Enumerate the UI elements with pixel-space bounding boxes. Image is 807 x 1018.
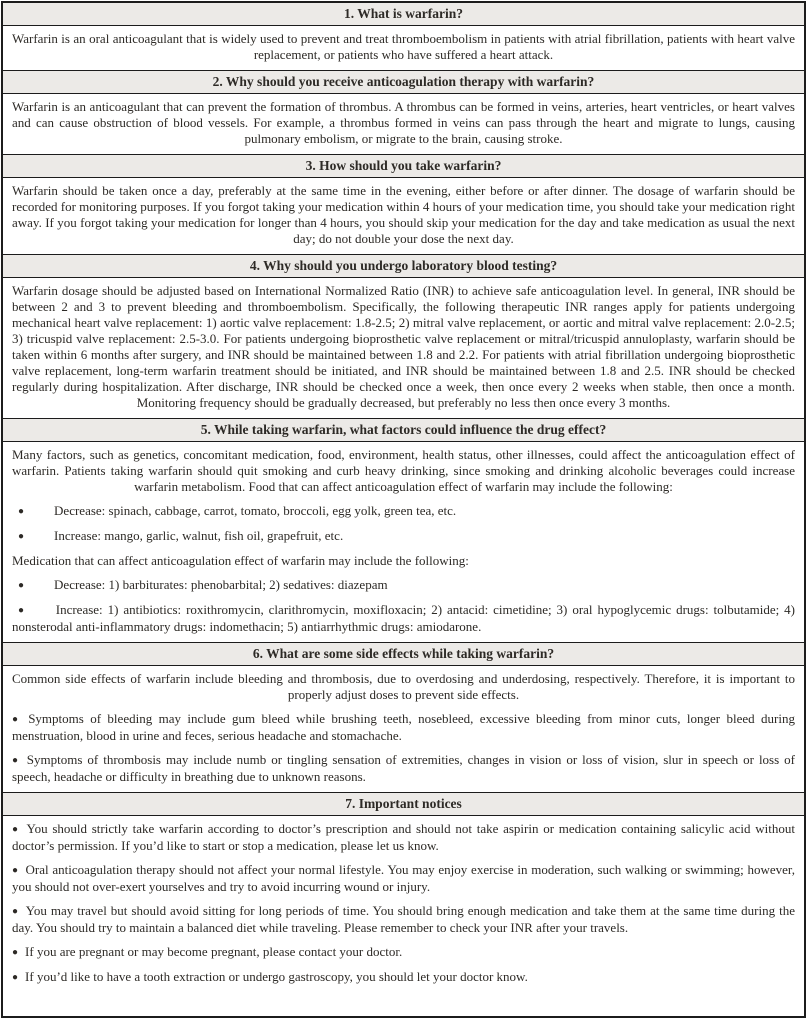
section-4-body	[3, 278, 804, 419]
section-4	[3, 255, 804, 419]
bullet-text: Symptoms of bleeding may include gum bleed while brushing teeth, nosebleed, excessive bleeding from minor cuts, longer bleed during menstruation, blood in urine and feces, serious headache and stomachache.	[12, 711, 795, 743]
bullet-text: You may travel but should avoid sitting for long periods of time. You should bring enough medication and take them at the same time during the day. You should try to maintain a balanced diet while traveling. Please remember to check your INR after your travels.	[12, 903, 795, 935]
bullet-text: If you’d like to have a tooth extraction or undergo gastroscopy, you should let your doctor know.	[25, 969, 528, 984]
paragraph: Many factors, such as genetics, concomitant medication, food, environment, health status, other illnesses, could affect the anticoagulation effect of warfarin. Patients taking warfarin should quit smoking and curb heavy drinking, since smoking and drinking alcoholic beverages could increase warfarin metabolism. Food that can affect anticoagulation effect of warfarin may include the following:	[12, 447, 795, 494]
section-1-title: 1. What is warfarin?	[3, 3, 804, 26]
bullet-text: Increase: 1) antibiotics: roxithromycin, clarithromycin, moxifloxacin; 2) antacid: cimetidine; 3) oral hypoglycemic drugs: tolbutamide; 4) nonsterodal anti-inflammatory drugs: indomethacin; 5) antiarrhythmic drugs: amiodarone.	[12, 602, 795, 634]
bullet-item	[12, 528, 795, 545]
bullet-icon: ●	[12, 865, 19, 876]
bullet-item	[12, 503, 795, 520]
section-3-title: 3. How should you take warfarin?	[3, 155, 804, 178]
section-7-title: 7. Important notices	[3, 793, 804, 816]
section-2-body	[3, 94, 804, 155]
section-4-title: 4. Why should you undergo laboratory blood testing?	[3, 255, 804, 278]
paragraph: Common side effects of warfarin include bleeding and thrombosis, due to overdosing and underdosing, respectively. Therefore, it is important to properly adjust doses to prevent side effects.	[12, 671, 795, 702]
paragraph: Warfarin is an anticoagulant that can prevent the formation of thrombus. A thrombus can be formed in veins, arteries, heart ventricles, or heart valves and can cause obstruction of blood vessels. For example, a thrombus formed in veins can pass through the heart and migrate to lungs, causing pulmonary embolism, or migrate to the brain, causing stroke.	[12, 99, 795, 146]
bullet-text: Increase: mango, garlic, walnut, fish oil, grapefruit, etc.	[54, 528, 344, 543]
section-7	[3, 793, 804, 1016]
section-1	[3, 3, 804, 71]
bullet-item	[12, 969, 795, 986]
section-2	[3, 71, 804, 155]
section-6-body	[3, 666, 804, 793]
bullet-item	[12, 752, 795, 785]
paragraph: Warfarin is an oral anticoagulant that is widely used to prevent and treat thromboembolism in patients with atrial fibrillation, patients with heart valve replacement, or patients who have suffered a heart attack.	[12, 31, 795, 62]
bullet-item	[12, 602, 795, 635]
bullet-text: Decrease: spinach, cabbage, carrot, tomato, broccoli, egg yolk, green tea, etc.	[54, 503, 457, 518]
paragraph: Warfarin dosage should be adjusted based on International Normalized Ratio (INR) to achieve safe anticoagulation level. In general, INR should be between 2 and 3 to prevent bleeding and thromboembolism. Specifically, the following therapeutic INR ranges apply for patients undergoing mechanical heart valve replacement: 1) aortic valve replacement: 1.8-2.5; 2) mitral valve replacement, or aortic and mitral valve replacement: 2.0-2.5; 3) tricuspid valve replacement: 2.5-3.0. For patients undergoing bioprosthetic valve replacement or mitral/tricuspid annuloplasty, warfarin should be taken within 6 months after surgery, and INR should be maintained between 1.8 and 2.2. For patients with atrial fibrillation undergoing bioprosthetic valve replacement, long-term warfarin treatment should be initiated, and INR should be maintained between 1.8 and 2.5. INR should be checked regularly during hospitalization. After discharge, INR should be checked once a week, then once every 2 weeks when stable, then once a month. Monitoring frequency should be gradually decreased, but preferably no less then once every 3 months.	[12, 283, 795, 410]
section-5-body	[3, 442, 804, 643]
section-2-title: 2. Why should you receive anticoagulation therapy with warfarin?	[3, 71, 804, 94]
bullet-icon: ●	[12, 947, 19, 958]
section-7-body	[3, 816, 804, 1016]
section-3	[3, 155, 804, 255]
section-6-title: 6. What are some side effects while taking warfarin?	[3, 643, 804, 666]
bullet-text: You should strictly take warfarin according to doctor’s prescription and should not take aspirin or medication containing salicylic acid without doctor’s permission. If you’d like to start or stop a medication, please let us know.	[12, 821, 795, 853]
bullet-item	[12, 862, 795, 895]
bullet-item	[12, 903, 795, 936]
bullet-text: Oral anticoagulation therapy should not affect your normal lifestyle. You may enjoy exercise in moderation, such walking or swimming; however, you should not over-exert yourselves and try to avoid incurring wound or injury.	[12, 862, 795, 894]
section-6	[3, 643, 804, 793]
bullet-icon: ●	[12, 714, 22, 725]
bullet-item	[12, 711, 795, 744]
bullet-icon: ●	[18, 605, 26, 616]
bullet-text: Decrease: 1) barbiturates: phenobarbital; 2) sedatives: diazepam	[54, 577, 388, 592]
bullet-icon: ●	[18, 531, 25, 542]
bullet-item	[12, 821, 795, 854]
bullet-text: If you are pregnant or may become pregnant, please contact your doctor.	[25, 944, 403, 959]
bullet-icon: ●	[12, 906, 19, 917]
bullet-item	[12, 577, 795, 594]
bullet-text: Symptoms of thrombosis may include numb or tingling sensation of extremities, changes in vision or loss of vision, slur in speech or loss of speech, headache or difficulty in breathing due to unknown reasons.	[12, 752, 795, 784]
bullet-icon: ●	[18, 506, 25, 517]
bullet-icon: ●	[18, 580, 25, 591]
bullet-icon: ●	[12, 755, 20, 766]
section-3-body	[3, 178, 804, 255]
bullet-icon: ●	[12, 972, 19, 983]
bullet-icon: ●	[12, 824, 20, 835]
warfarin-education-table	[1, 1, 806, 1018]
section-1-body	[3, 26, 804, 71]
paragraph: Warfarin should be taken once a day, preferably at the same time in the evening, either before or after dinner. The dosage of warfarin should be recorded for monitoring purposes. If you forgot taking your medication within 4 hours of your medication time, you should take your medication right away. If you forgot taking your medication for longer than 4 hours, you should skip your medication for the day and take medication as usual the next day; do not double your dose the next day.	[12, 183, 795, 246]
bullet-item	[12, 944, 795, 961]
section-5-title: 5. While taking warfarin, what factors could influence the drug effect?	[3, 419, 804, 442]
paragraph: Medication that can affect anticoagulation effect of warfarin may include the following:	[12, 553, 469, 568]
section-5	[3, 419, 804, 643]
